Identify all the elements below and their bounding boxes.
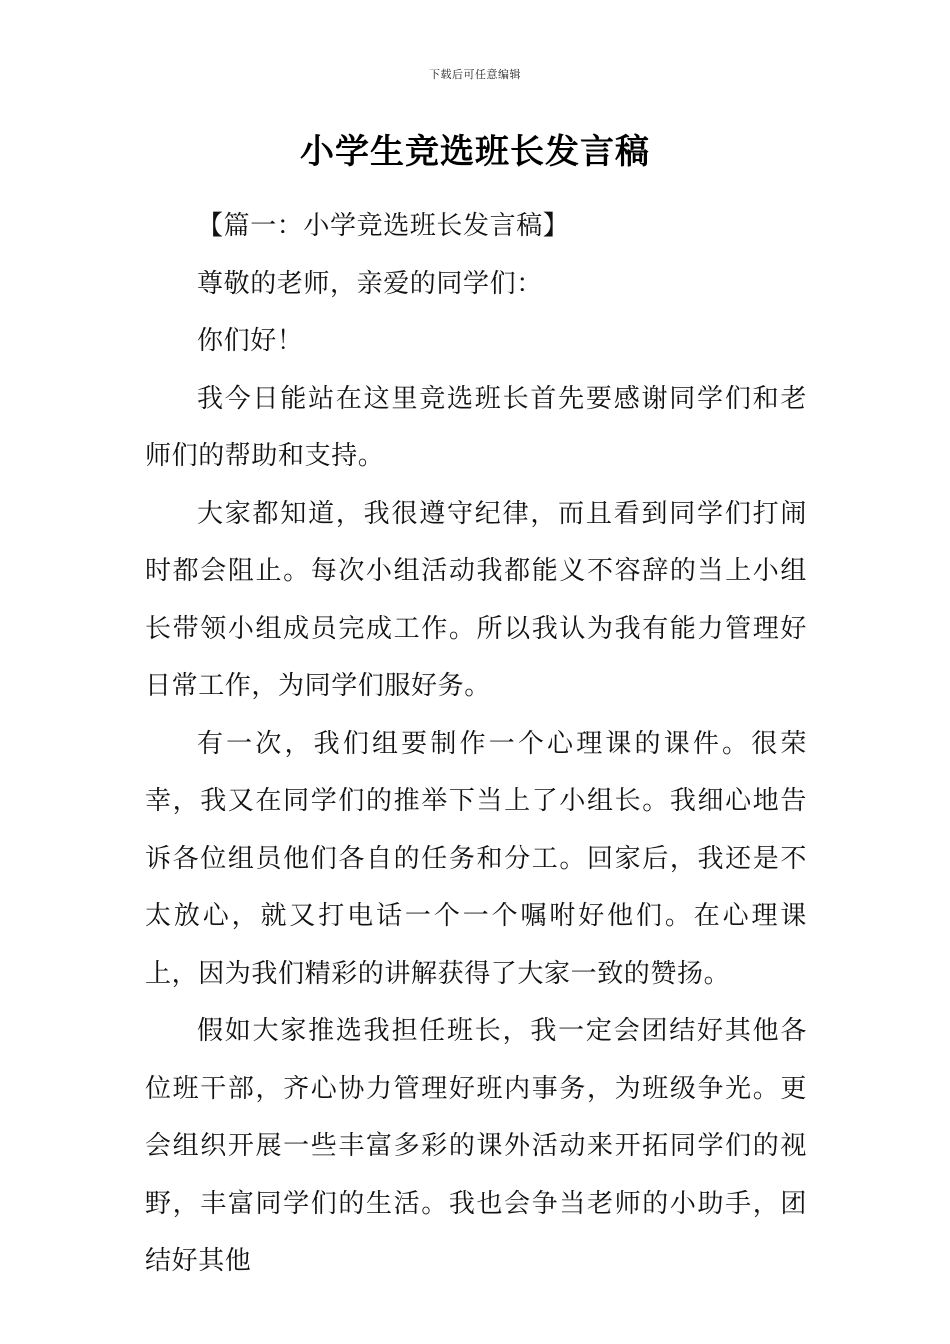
paragraph-promise: 假如大家推选我担任班长，我一定会团结好其他各位班干部，齐心协力管理好班内事务，为班级争光。更会组织开展一些丰富多彩的课外活动来开拓同学们的视野，丰富同学们的生活。我也会争当老师的小助手，团结好其他	[145, 1016, 807, 1276]
paragraph-discipline: 大家都知道，我很遵守纪律，而且看到同学们打闹时都会阻止。每次小组活动我都能义不容辞的当上小组长带领小组成员完成工作。所以我认为我有能力管理好日常工作，为同学们服好务。	[145, 498, 807, 701]
paragraph-thanks: 我今日能站在这里竞选班长首先要感谢同学们和老师们的帮助和支持。	[145, 383, 807, 471]
document-body	[145, 198, 807, 1291]
section-heading: 【篇一：小学竞选班长发言稿】	[197, 211, 570, 241]
paragraph-hello: 你们好！	[197, 326, 304, 356]
document-title: 小学生竞选班长发言稿	[300, 132, 650, 172]
paragraph-greeting: 尊敬的老师，亲爱的同学们：	[197, 268, 543, 299]
paragraph-example: 有一次，我们组要制作一个心理课的课件。很荣幸，我又在同学们的推举下当上了小组长。我细心地告诉各位组员他们各自的任务和分工。回家后，我还是不太放心，就又打电话一个一个嘱咐好他们。在心理课上，因为我们精彩的讲解获得了大家一致的赞扬。	[145, 728, 807, 989]
header-note: 下载后可任意编辑	[429, 68, 521, 81]
